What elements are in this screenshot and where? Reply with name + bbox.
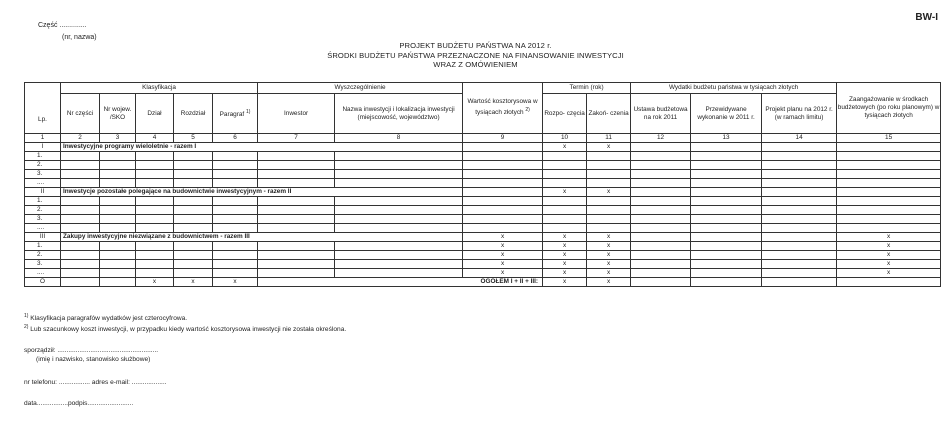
cell-zaangazowanie — [837, 170, 941, 179]
title-line: ŚRODKI BUDŻETU PAŃSTWA PRZEZNACZONE NA FINANSOWANIE INWESTYCJI — [327, 50, 624, 60]
table-row — [25, 152, 941, 161]
cell-zaangazowanie — [837, 161, 941, 170]
cell-zaangazowanie: x — [837, 251, 941, 260]
column-number: 9 — [463, 134, 543, 143]
header-lp: Lp. — [25, 83, 61, 134]
row-lp: 1. — [25, 242, 61, 251]
cell-zaangazowanie: x — [837, 233, 941, 242]
table-row — [25, 161, 941, 170]
title-line: PROJEKT BUDŻETU PAŃSTWA NA 2012 r. — [399, 41, 552, 50]
cell-zakonczenia — [587, 215, 631, 224]
prepared-by-sublabel: (imię i nazwisko, stanowisko służbowe) — [36, 356, 151, 363]
cell-rozpoczecia — [543, 215, 587, 224]
table-row — [25, 206, 941, 215]
cell-zakonczenia: x — [587, 242, 631, 251]
header-group-klasyfikacja: Klasyfikacja — [61, 83, 258, 94]
part-label: Część .............. — [38, 22, 87, 29]
total-lp: O — [25, 278, 61, 287]
cell-zakonczenia — [587, 152, 631, 161]
header-wartosc — [463, 83, 543, 134]
header-wartosc-label: Wartość kosztorysowa w tysiącach złotych — [467, 98, 538, 117]
section-title: Inwestycyjne programy wieloletnie - razem I — [61, 143, 463, 152]
header-nr-czesci: Nr części — [61, 94, 100, 134]
document-title — [0, 41, 951, 70]
total-dzial: x — [136, 278, 174, 287]
cell-rozpoczecia — [543, 161, 587, 170]
cell-rozpoczecia: x — [543, 260, 587, 269]
footnote-ref: 1) — [245, 108, 251, 115]
header-group-wydatki: Wydatki budżetu państwa w tysiącach złotych — [631, 83, 837, 94]
row-lp: 2. — [25, 161, 61, 170]
header-group-termin: Termin (rok) — [543, 83, 631, 94]
table-row — [25, 179, 941, 188]
cell-wartosc — [463, 188, 543, 197]
header-ustawa: Ustawa budżetowa na rok 2011 — [631, 94, 691, 134]
column-number: 3 — [100, 134, 136, 143]
section-row — [25, 188, 941, 197]
document-code: BW-I — [915, 12, 938, 23]
cell-zaangazowanie — [837, 179, 941, 188]
row-lp: .... — [25, 179, 61, 188]
cell-zaangazowanie: x — [837, 260, 941, 269]
row-lp: .... — [25, 269, 61, 278]
cell-wartosc — [463, 197, 543, 206]
column-number: 4 — [136, 134, 174, 143]
cell-wartosc — [463, 170, 543, 179]
footnote-number: 2) — [24, 324, 29, 331]
row-lp: 1. — [25, 152, 61, 161]
table-row — [25, 260, 941, 269]
row-lp: 3. — [25, 215, 61, 224]
cell-wartosc — [463, 152, 543, 161]
cell-wartosc — [463, 206, 543, 215]
cell-wartosc: x — [463, 233, 543, 242]
cell-rozpoczecia: x — [543, 143, 587, 152]
cell-rozpoczecia — [543, 197, 587, 206]
date-signature-field: data.................podpis......................... — [24, 400, 134, 407]
table-row — [25, 197, 941, 206]
column-number: 6 — [213, 134, 258, 143]
cell-zakonczenia — [587, 170, 631, 179]
header-projekt: Projekt planu na 2012 r. (w ramach limitu) — [762, 94, 837, 134]
row-lp: 3. — [25, 260, 61, 269]
investment-table — [24, 82, 941, 287]
cell-zakonczenia: x — [587, 143, 631, 152]
header-rozdzial: Rozdział — [174, 94, 213, 134]
cell-wartosc — [463, 179, 543, 188]
section-title: Zakupy inwestycyjne niezwiązane z budownictwem - razem III — [61, 233, 463, 242]
cell-rozpoczecia: x — [543, 188, 587, 197]
row-lp: 2. — [25, 206, 61, 215]
column-number: 7 — [258, 134, 335, 143]
footnote-ref: 2) — [525, 107, 530, 114]
cell-zakonczenia — [587, 161, 631, 170]
cell-zakonczenia — [587, 206, 631, 215]
footnotes — [24, 312, 346, 334]
footnote — [24, 312, 346, 323]
part-sublabel: (nr, nazwa) — [62, 34, 97, 41]
column-number: 13 — [691, 134, 762, 143]
cell-rozpoczecia — [543, 170, 587, 179]
row-lp: 3. — [25, 170, 61, 179]
footnote — [24, 323, 346, 334]
cell-rozpoczecia: x — [543, 251, 587, 260]
cell-zaangazowanie: x — [837, 242, 941, 251]
column-number: 11 — [587, 134, 631, 143]
column-number: 14 — [762, 134, 837, 143]
cell-wartosc: x — [463, 242, 543, 251]
total-row — [25, 278, 941, 287]
section-roman: I — [25, 143, 61, 152]
cell-zakonczenia: x — [587, 269, 631, 278]
table-row — [25, 215, 941, 224]
header-paragraf — [213, 94, 258, 134]
phone-email-field: nr telefonu: ................. adres e-mail: ................... — [24, 379, 167, 386]
cell-zaangazowanie — [837, 188, 941, 197]
table-row — [25, 242, 941, 251]
cell-zakonczenia: x — [587, 233, 631, 242]
total-zakonczenia: x — [587, 278, 631, 287]
cell-wartosc — [463, 143, 543, 152]
total-paragraf: x — [213, 278, 258, 287]
table-row — [25, 224, 941, 233]
header-dzial: Dział — [136, 94, 174, 134]
cell-wartosc: x — [463, 251, 543, 260]
cell-zakonczenia: x — [587, 188, 631, 197]
column-number: 10 — [543, 134, 587, 143]
table-row — [25, 170, 941, 179]
section-row — [25, 143, 941, 152]
header-paragraf-label: Paragraf — [219, 111, 245, 119]
cell-zaangazowanie — [837, 224, 941, 233]
header-nr-wojew: Nr wojew. /SKO — [100, 94, 136, 134]
column-number: 8 — [335, 134, 463, 143]
header-zakonczenia: Zakoń- czenia — [587, 94, 631, 134]
column-number: 12 — [631, 134, 691, 143]
section-title: Inwestycje pozostałe polegające na budownictwie inwestycyjnym - razem II — [61, 188, 463, 197]
cell-wartosc — [463, 224, 543, 233]
header-group-wyszczegolnienie: Wyszczególnienie — [258, 83, 463, 94]
prepared-by-field — [24, 346, 158, 364]
column-number: 2 — [61, 134, 100, 143]
cell-zakonczenia — [587, 224, 631, 233]
footnote-text: Klasyfikacja paragrafów wydatków jest czterocyfrowa. — [30, 315, 188, 323]
column-number: 1 — [25, 134, 61, 143]
cell-zaangazowanie: x — [837, 269, 941, 278]
cell-wartosc — [463, 161, 543, 170]
total-rozdzial: x — [174, 278, 213, 287]
table-row — [25, 269, 941, 278]
cell-rozpoczecia — [543, 179, 587, 188]
row-lp: 2. — [25, 251, 61, 260]
cell-rozpoczecia: x — [543, 233, 587, 242]
section-roman: III — [25, 233, 61, 242]
cell-zaangazowanie — [837, 143, 941, 152]
footnote-number: 1) — [24, 313, 29, 319]
column-number: 5 — [174, 134, 213, 143]
header-nazwa: Nazwa inwestycji i lokalizacja inwestycji (miejscowość, województwo) — [335, 94, 463, 134]
cell-zaangazowanie — [837, 152, 941, 161]
cell-rozpoczecia: x — [543, 269, 587, 278]
cell-rozpoczecia — [543, 206, 587, 215]
header-przewidywane: Przewidywane wykonanie w 2011 r. — [691, 94, 762, 134]
cell-rozpoczecia — [543, 224, 587, 233]
cell-zakonczenia: x — [587, 251, 631, 260]
total-label: OGÓŁEM I + II + III: — [258, 278, 543, 287]
cell-zaangazowanie — [837, 206, 941, 215]
cell-wartosc — [463, 215, 543, 224]
cell-zakonczenia — [587, 179, 631, 188]
cell-rozpoczecia — [543, 152, 587, 161]
cell-zaangazowanie — [837, 197, 941, 206]
header-inwestor: Inwestor — [258, 94, 335, 134]
cell-rozpoczecia: x — [543, 242, 587, 251]
cell-wartosc: x — [463, 269, 543, 278]
cell-wartosc: x — [463, 260, 543, 269]
row-lp: .... — [25, 224, 61, 233]
header-zaangazowanie: Zaangażowanie w środkach budżetowych (po roku planowym) w tysiącach złotych — [837, 83, 941, 134]
title-line: WRAZ Z OMÓWIENIEM — [433, 60, 518, 69]
prepared-by-label: sporządził: ....................................................... — [24, 347, 159, 354]
column-number-row — [25, 134, 941, 143]
section-row — [25, 233, 941, 242]
total-rozpoczecia: x — [543, 278, 587, 287]
footnote-text: Lub szacunkowy koszt inwestycji, w przypadku kiedy wartość kosztorysowa inwestycji nie została określona. — [30, 326, 347, 334]
section-roman: II — [25, 188, 61, 197]
cell-zaangazowanie — [837, 215, 941, 224]
cell-zakonczenia — [587, 197, 631, 206]
cell-zakonczenia: x — [587, 260, 631, 269]
header-rozpoczecia: Rozpo- częcia — [543, 94, 587, 134]
column-number: 15 — [837, 134, 941, 143]
row-lp: 1. — [25, 197, 61, 206]
table-row — [25, 251, 941, 260]
